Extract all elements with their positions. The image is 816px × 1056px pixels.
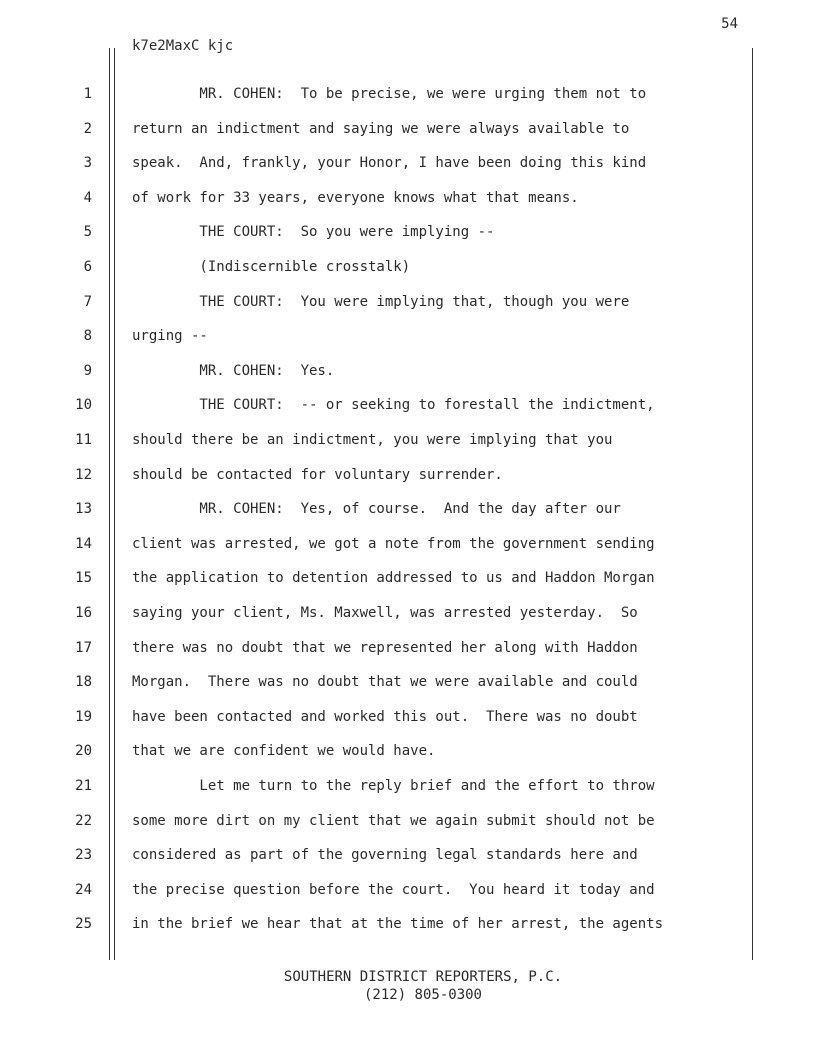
transcript-line: return an indictment and saying we were always available to xyxy=(132,120,630,137)
line-number: 5 xyxy=(83,224,92,241)
line-number: 1 xyxy=(83,86,92,102)
transcript-line: MR. COHEN: Yes, of course. And the day after our xyxy=(132,501,621,518)
transcript-line: that we are confident we would have. xyxy=(132,743,436,760)
line-number: 3 xyxy=(83,155,92,172)
line-number: 9 xyxy=(83,362,92,379)
line-number: 16 xyxy=(75,605,92,621)
line-number: 4 xyxy=(83,189,92,206)
transcript-line: considered as part of the governing legal standards here and xyxy=(132,847,638,864)
transcript-line: of work for 33 years, everyone knows what that means. xyxy=(132,189,579,206)
left-margin-line-outer xyxy=(109,48,110,960)
transcript-line: the application to detention addressed to us and Haddon Morgan xyxy=(132,570,655,587)
line-number: 13 xyxy=(75,501,92,518)
transcript-line: have been contacted and worked this out. There was no doubt xyxy=(132,708,638,725)
transcript-line: THE COURT: You were implying that, though you were xyxy=(132,293,630,310)
transcript-line: there was no doubt that we represented her along with Haddon xyxy=(132,639,638,656)
line-number: 19 xyxy=(75,708,92,725)
transcript-line: the precise question before the court. You heard it today and xyxy=(132,881,655,898)
page-number: 54 xyxy=(721,16,738,32)
line-number: 23 xyxy=(75,847,92,864)
left-margin-line-inner xyxy=(114,48,115,960)
footer xyxy=(0,968,816,1004)
line-number: 6 xyxy=(83,259,92,275)
header-id: k7e2MaxC kjc xyxy=(132,38,234,54)
line-number: 15 xyxy=(75,570,92,587)
line-number: 10 xyxy=(75,397,92,414)
right-margin-line xyxy=(752,48,753,960)
transcript-line: THE COURT: -- or seeking to forestall the indictment, xyxy=(132,397,655,414)
transcript-line: saying your client, Ms. Maxwell, was arrested yesterday. So xyxy=(132,605,638,621)
transcript-line: urging -- xyxy=(132,328,208,345)
transcript-line: client was arrested, we got a note from the government sending xyxy=(132,535,655,552)
transcript-line: should there be an indictment, you were implying that you xyxy=(132,432,613,448)
line-number: 17 xyxy=(75,639,92,656)
line-number: 8 xyxy=(83,328,92,345)
line-number: 24 xyxy=(75,881,92,898)
transcript-line: should be contacted for voluntary surrender. xyxy=(132,466,503,483)
line-number: 20 xyxy=(75,743,92,760)
line-number: 12 xyxy=(75,466,92,483)
footer-phone: (212) 805-0300 xyxy=(363,987,482,1003)
line-number: 21 xyxy=(75,778,92,794)
transcript-line: speak. And, frankly, your Honor, I have been doing this kind xyxy=(132,155,647,172)
line-number: 14 xyxy=(75,535,92,552)
line-number: 7 xyxy=(83,293,92,310)
footer-reporter: SOUTHERN DISTRICT REPORTERS, P.C. xyxy=(283,969,563,985)
transcript-line: Let me turn to the reply brief and the effort to throw xyxy=(132,778,655,794)
line-number: 2 xyxy=(83,120,92,137)
transcript-line: in the brief we hear that at the time of her arrest, the agents xyxy=(132,916,664,933)
transcript-line: MR. COHEN: Yes. xyxy=(132,362,335,379)
line-number: 18 xyxy=(75,674,92,691)
transcript-line: some more dirt on my client that we again submit should not be xyxy=(132,812,655,829)
transcript-line: Morgan. There was no doubt that we were available and could xyxy=(132,674,638,691)
transcript-line: THE COURT: So you were implying -- xyxy=(132,224,495,241)
transcript-line: (Indiscernible crosstalk) xyxy=(132,259,411,275)
transcript-line: MR. COHEN: To be precise, we were urging them not to xyxy=(132,86,647,102)
line-number: 25 xyxy=(75,916,92,933)
line-number: 22 xyxy=(75,812,92,829)
line-number: 11 xyxy=(75,432,92,448)
